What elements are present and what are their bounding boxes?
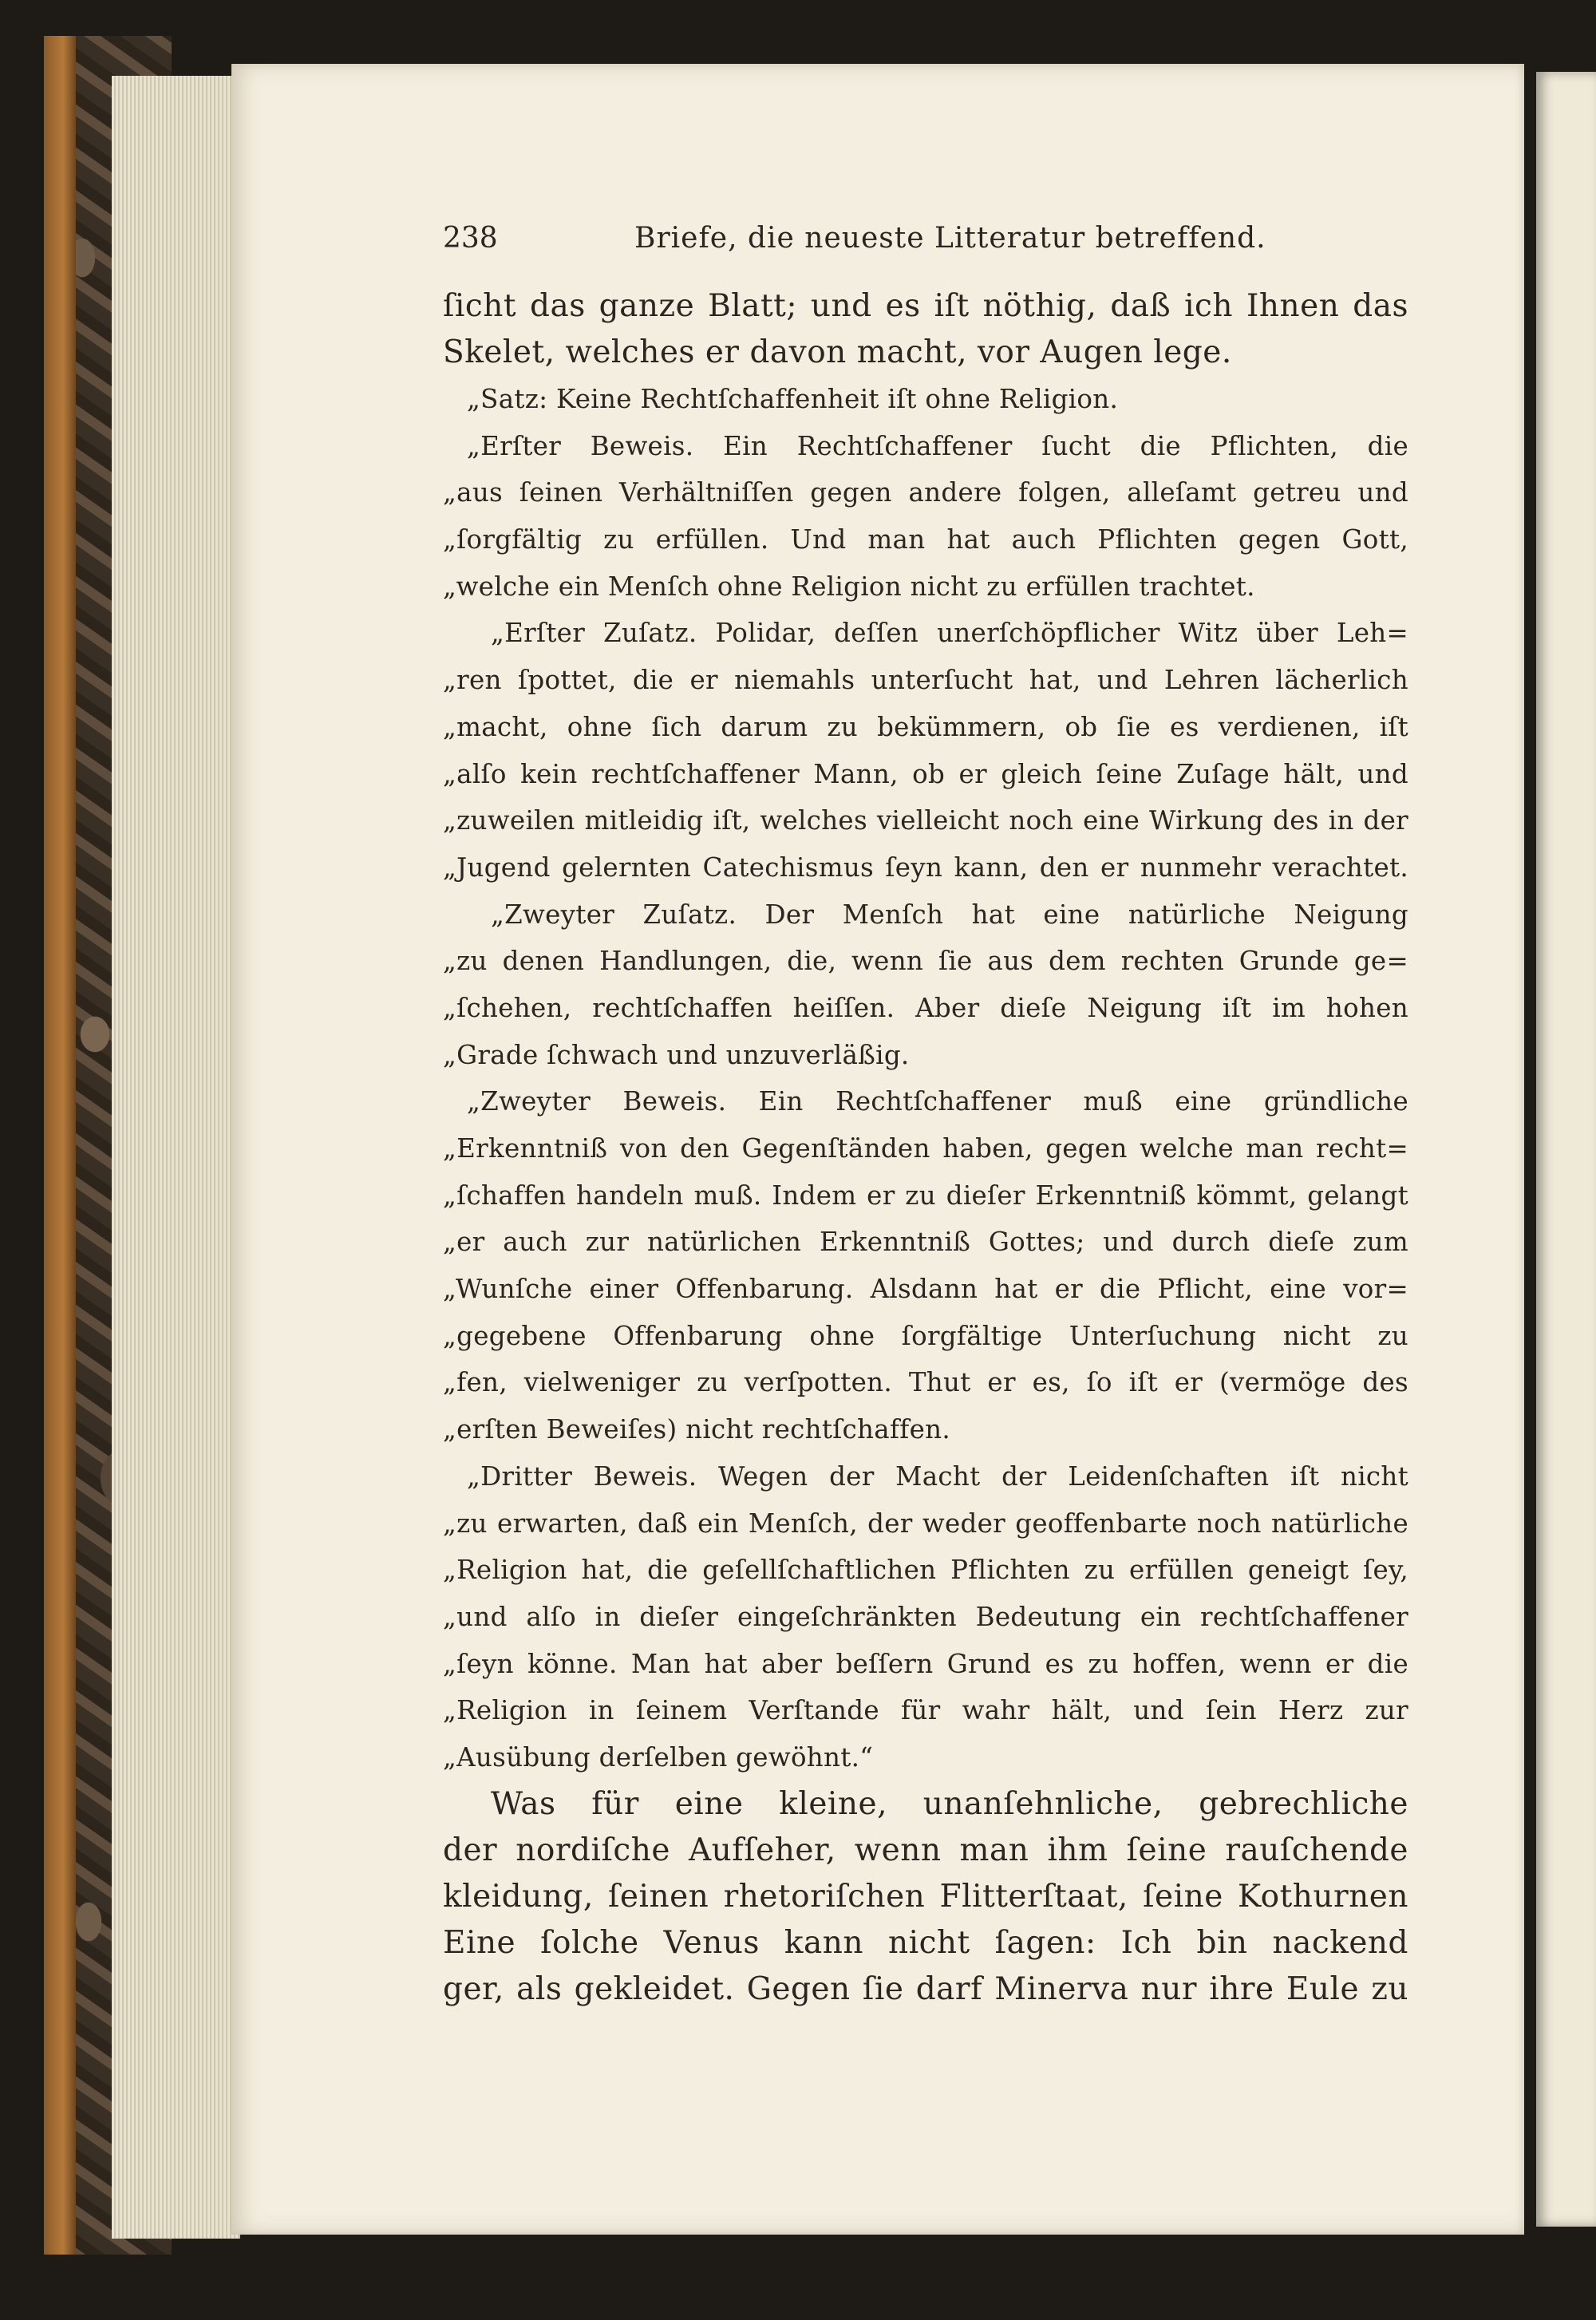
text-line: „Religion in ſeinem Verſtande für wahr hält, und ſein Herz zur (443, 1695, 1408, 1726)
text-line: „Satz: Keine Rechtſchaffenheit iſt ohne Religion. (467, 384, 1119, 414)
text-line: Was für eine kleine, unanſehnliche, gebrechliche (491, 1785, 1408, 1822)
text-line: „Erſter Zuſatz. Polidar, deſſen unerſchöpflicher Witz über Leh= (491, 618, 1408, 649)
text-line: „Erkenntniß von den Gegenſtänden haben, gegen welche man recht= (443, 1133, 1408, 1164)
text-line: „ſorgfältig zu erfüllen. Und man hat auch Pflichten gegen Gott, (443, 524, 1408, 555)
text-line: „Zweyter Beweis. Ein Rechtſchaffener muß eine gründliche (467, 1086, 1408, 1117)
text-line: „Grade ſchwach und unzuverläßig. (443, 1039, 910, 1070)
text-line: „Wunſche einer Offenbarung. Alsdann hat er die Pflicht, eine vor= (443, 1274, 1408, 1305)
text-line: der nordiſche Aufſeher, wenn man ihm ſeine rauſchende (443, 1832, 1408, 1868)
text-line: ſicht das ganze Blatt; und es iſt nöthig, daß ich Ihnen das (443, 288, 1408, 324)
page-stack-edge (112, 76, 240, 2239)
text-line: „welche ein Menſch ohne Religion nicht zu erfüllen trachtet. (443, 571, 1255, 602)
text-line: Eine ſolche Venus kann nicht ſagen: Ich bin nackend (443, 1924, 1408, 1961)
text-line: „und alſo in dieſer eingeſchränkten Bedeutung ein rechtſchaffener (443, 1601, 1408, 1632)
text-line: „ſchaffen handeln muß. Indem er zu dieſer Erkenntniß kömmt, gelangt (443, 1180, 1408, 1211)
text-line: „alſo kein rechtſchaffener Mann, ob er gleich ſeine Zuſage hält, und (443, 758, 1408, 789)
text-line: „Jugend gelernten Catechismus ſeyn kann, den er nunmehr verachtet. (443, 852, 1408, 883)
text-line: kleidung, ſeinen rhetoriſchen Flitterſtaat, ſeine Kothurnen (443, 1878, 1408, 1915)
text-line: „Erſter Beweis. Ein Rechtſchaffener ſucht die Pflichten, die (467, 430, 1408, 461)
cover-spine-edge (44, 36, 76, 2255)
text-line: „er auch zur natürlichen Erkenntniß Gottes; und durch dieſe zum (443, 1227, 1408, 1258)
text-line: „ren ſpottet, die er niemahls unterſucht hat, und Lehren lächerlich (443, 665, 1408, 696)
text-line: „Religion hat, die geſellſchaftlichen Pflichten zu erfüllen geneigt ſey, (443, 1555, 1408, 1586)
text-line: „Zweyter Zuſatz. Der Menſch hat eine natürliche Neigung (491, 899, 1408, 930)
text-line: „gegebene Offenbarung ohne ſorgfältige Unterſuchung nicht zu (443, 1320, 1408, 1351)
text-line: „erſten Beweiſes) nicht rechtſchaffen. (443, 1414, 951, 1445)
text-line: „ſeyn könne. Man hat aber beſſern Grund es zu hoffen, wenn er die (443, 1648, 1408, 1679)
text-line: „zuweilen mitleidig iſt, welches vielleicht noch eine Wirkung des in der (443, 805, 1408, 836)
page-header (443, 222, 1400, 270)
text-line: „zu erwarten, daß ein Menſch, der weder geoffenbarte noch natürliche (443, 1508, 1408, 1539)
running-head: Briefe, die neueste Litteratur betreffend. (634, 222, 1266, 255)
text-line: „Dritter Beweis. Wegen der Macht der Leidenſchaften iſt nicht (467, 1460, 1408, 1492)
text-line: „aus ſeinen Verhältniſſen gegen andere folgen, alleſamt getreu und (443, 477, 1408, 508)
facing-page-edge (1536, 72, 1596, 2227)
text-line: „ſchehen, rechtſchaffen heiſſen. Aber dieſe Neigung iſt im hohen (443, 992, 1408, 1023)
text-line: „zu denen Handlungen, die, wenn ſie aus dem rechten Grunde ge= (443, 946, 1408, 977)
text-line: Skelet, welches er davon macht, vor Augen lege. (443, 334, 1232, 370)
body-text (443, 283, 1408, 2013)
text-line: „fen, vielweniger zu verſpotten. Thut er es, ſo iſt er (vermöge des (443, 1367, 1408, 1398)
text-line: „Ausübung derſelben gewöhnt.“ (443, 1741, 874, 1773)
text-line: ger, als gekleidet. Gegen ſie darf Minerva nur ihre Eule zu (443, 1970, 1408, 2007)
page-number: 238 (443, 222, 498, 255)
text-line: „macht, ohne ſich darum zu bekümmern, ob ſie es verdienen, iſt (443, 711, 1408, 742)
